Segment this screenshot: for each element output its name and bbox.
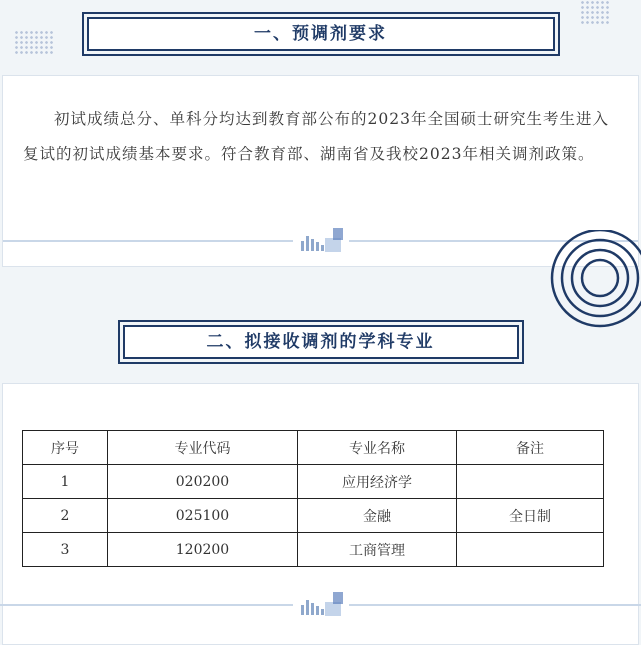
- cell-name: 金融: [298, 499, 457, 533]
- col-header-code: 专业代码: [108, 431, 298, 465]
- dot-grid-decoration-left: [14, 30, 54, 54]
- table-row: [23, 499, 604, 533]
- dot-grid-decoration-right: [580, 0, 610, 24]
- cell-code: 020200: [108, 465, 298, 499]
- section1-card: [2, 75, 639, 267]
- col-header-name: 专业名称: [298, 431, 457, 465]
- cell-code: 120200: [108, 533, 298, 567]
- bar-chart-icon: [293, 226, 349, 256]
- section2-title: 二、拟接收调剂的学科专业: [123, 325, 519, 359]
- table-row: [23, 533, 604, 567]
- cell-index: 3: [23, 533, 108, 567]
- table-row: [23, 465, 604, 499]
- majors-table: [22, 430, 604, 567]
- cell-name: 工商管理: [298, 533, 457, 567]
- section1-title: 一、预调剂要求: [87, 17, 555, 51]
- concentric-circles-decoration: [548, 230, 641, 340]
- bar-chart-icon: [293, 590, 349, 620]
- cell-name: 应用经济学: [298, 465, 457, 499]
- cell-note: [457, 533, 604, 567]
- col-header-note: 备注: [457, 431, 604, 465]
- cell-note: [457, 465, 604, 499]
- table-header-row: [23, 431, 604, 465]
- cell-note: 全日制: [457, 499, 604, 533]
- col-header-index: 序号: [23, 431, 108, 465]
- section2-heading: [118, 320, 524, 364]
- section1-paragraph: 初试成绩总分、单科分均达到教育部公布的2023年全国硕士研究生考生进入复试的初试成绩基本要求。符合教育部、湖南省及我校2023年相关调剂政策。: [23, 110, 609, 163]
- cell-index: 2: [23, 499, 108, 533]
- cell-index: 1: [23, 465, 108, 499]
- section1-heading: [82, 12, 560, 56]
- cell-code: 025100: [108, 499, 298, 533]
